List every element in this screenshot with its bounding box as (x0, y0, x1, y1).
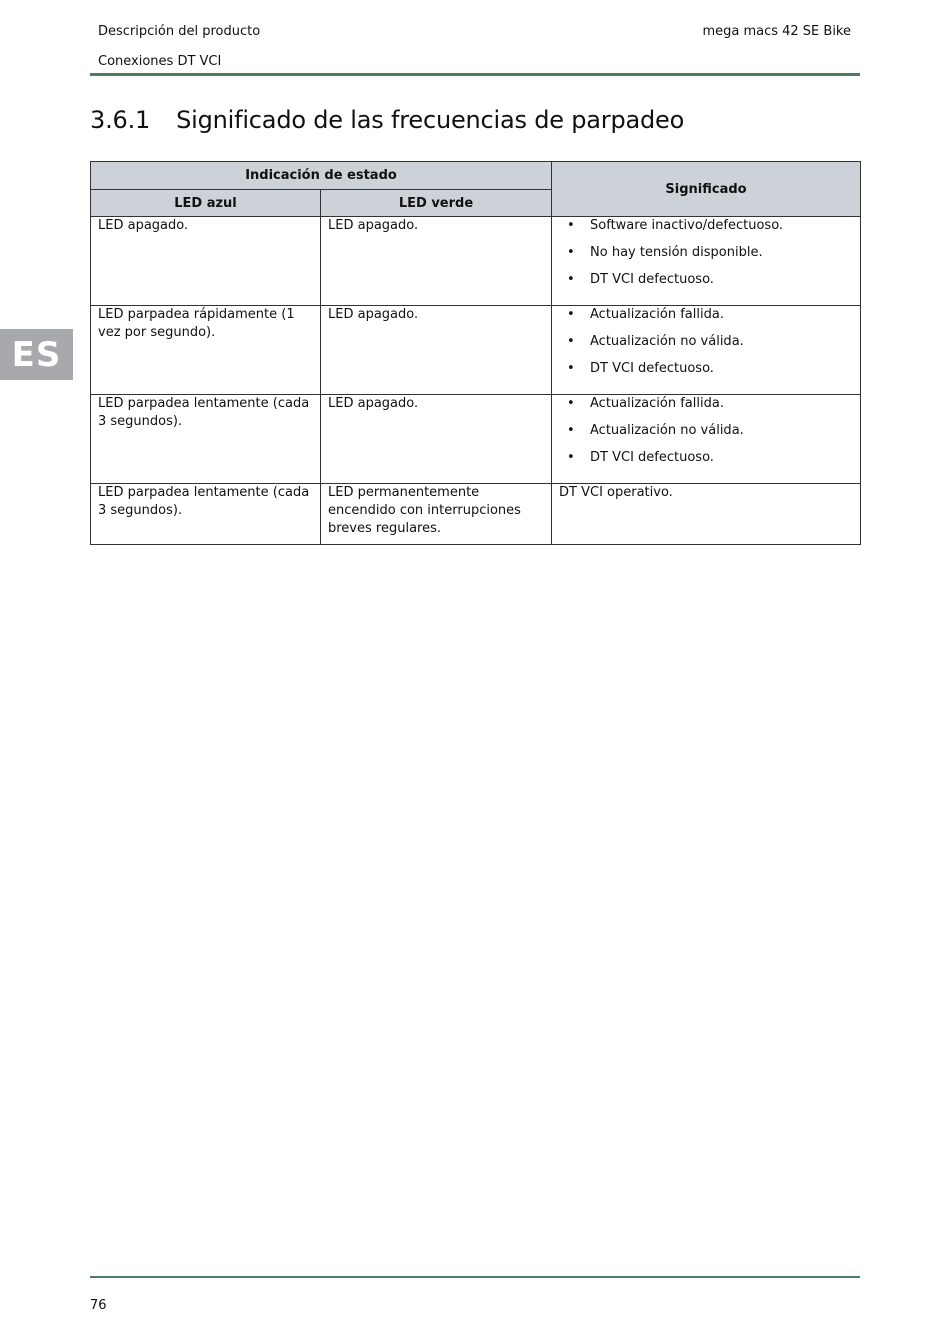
header-led-blue: LED azul (91, 190, 321, 217)
list-item: • DT VCI defectuoso. (567, 271, 853, 298)
list-item: • Software inactivo/defectuoso. (567, 217, 853, 244)
table-row (91, 306, 861, 395)
led-green-cell: LED apagado. (321, 395, 552, 484)
meaning-list (559, 217, 853, 298)
footer-rule (90, 1276, 860, 1278)
list-item: • Actualización no válida. (567, 333, 853, 360)
header-section: Conexiones DT VCI (98, 54, 222, 69)
section-heading (90, 106, 684, 134)
blink-frequency-table (90, 161, 861, 545)
led-green-cell: LED apagado. (321, 217, 552, 306)
list-item: • Actualización no válida. (567, 422, 853, 449)
list-item: • Actualización fallida. (567, 306, 853, 333)
led-green-cell: LED permanentemente encendido con interrupciones breves regulares. (321, 484, 552, 545)
list-item: • No hay tensión disponible. (567, 244, 853, 271)
list-item: • DT VCI defectuoso. (567, 449, 853, 476)
header-chapter: Descripción del producto (98, 24, 261, 39)
led-blue-cell: LED parpadea lentamente (cada 3 segundos). (91, 395, 321, 484)
meaning-list (559, 306, 853, 387)
language-tab: ES (0, 329, 73, 380)
led-green-cell: LED apagado. (321, 306, 552, 395)
section-title: Significado de las frecuencias de parpadeo (176, 106, 685, 134)
meaning-cell (552, 306, 861, 395)
header-product-name: mega macs 42 SE Bike (702, 24, 851, 39)
list-item: • Actualización fallida. (567, 395, 853, 422)
led-blue-cell: LED apagado. (91, 217, 321, 306)
meaning-cell (552, 395, 861, 484)
page-number: 76 (90, 1298, 107, 1313)
header-rule (90, 73, 860, 76)
list-item: • DT VCI defectuoso. (567, 360, 853, 387)
led-blue-cell: LED parpadea lentamente (cada 3 segundos). (91, 484, 321, 545)
table-row (91, 217, 861, 306)
led-blue-cell: LED parpadea rápidamente (1 vez por segundo). (91, 306, 321, 395)
meaning-cell: DT VCI operativo. (552, 484, 861, 545)
table-row (91, 395, 861, 484)
header-status-indication: Indicación de estado (91, 162, 552, 190)
meaning-cell (552, 217, 861, 306)
section-number: 3.6.1 (90, 106, 151, 134)
meaning-list (559, 395, 853, 476)
header-led-green: LED verde (321, 190, 552, 217)
table-row (91, 484, 861, 545)
header-meaning: Significado (552, 162, 861, 217)
